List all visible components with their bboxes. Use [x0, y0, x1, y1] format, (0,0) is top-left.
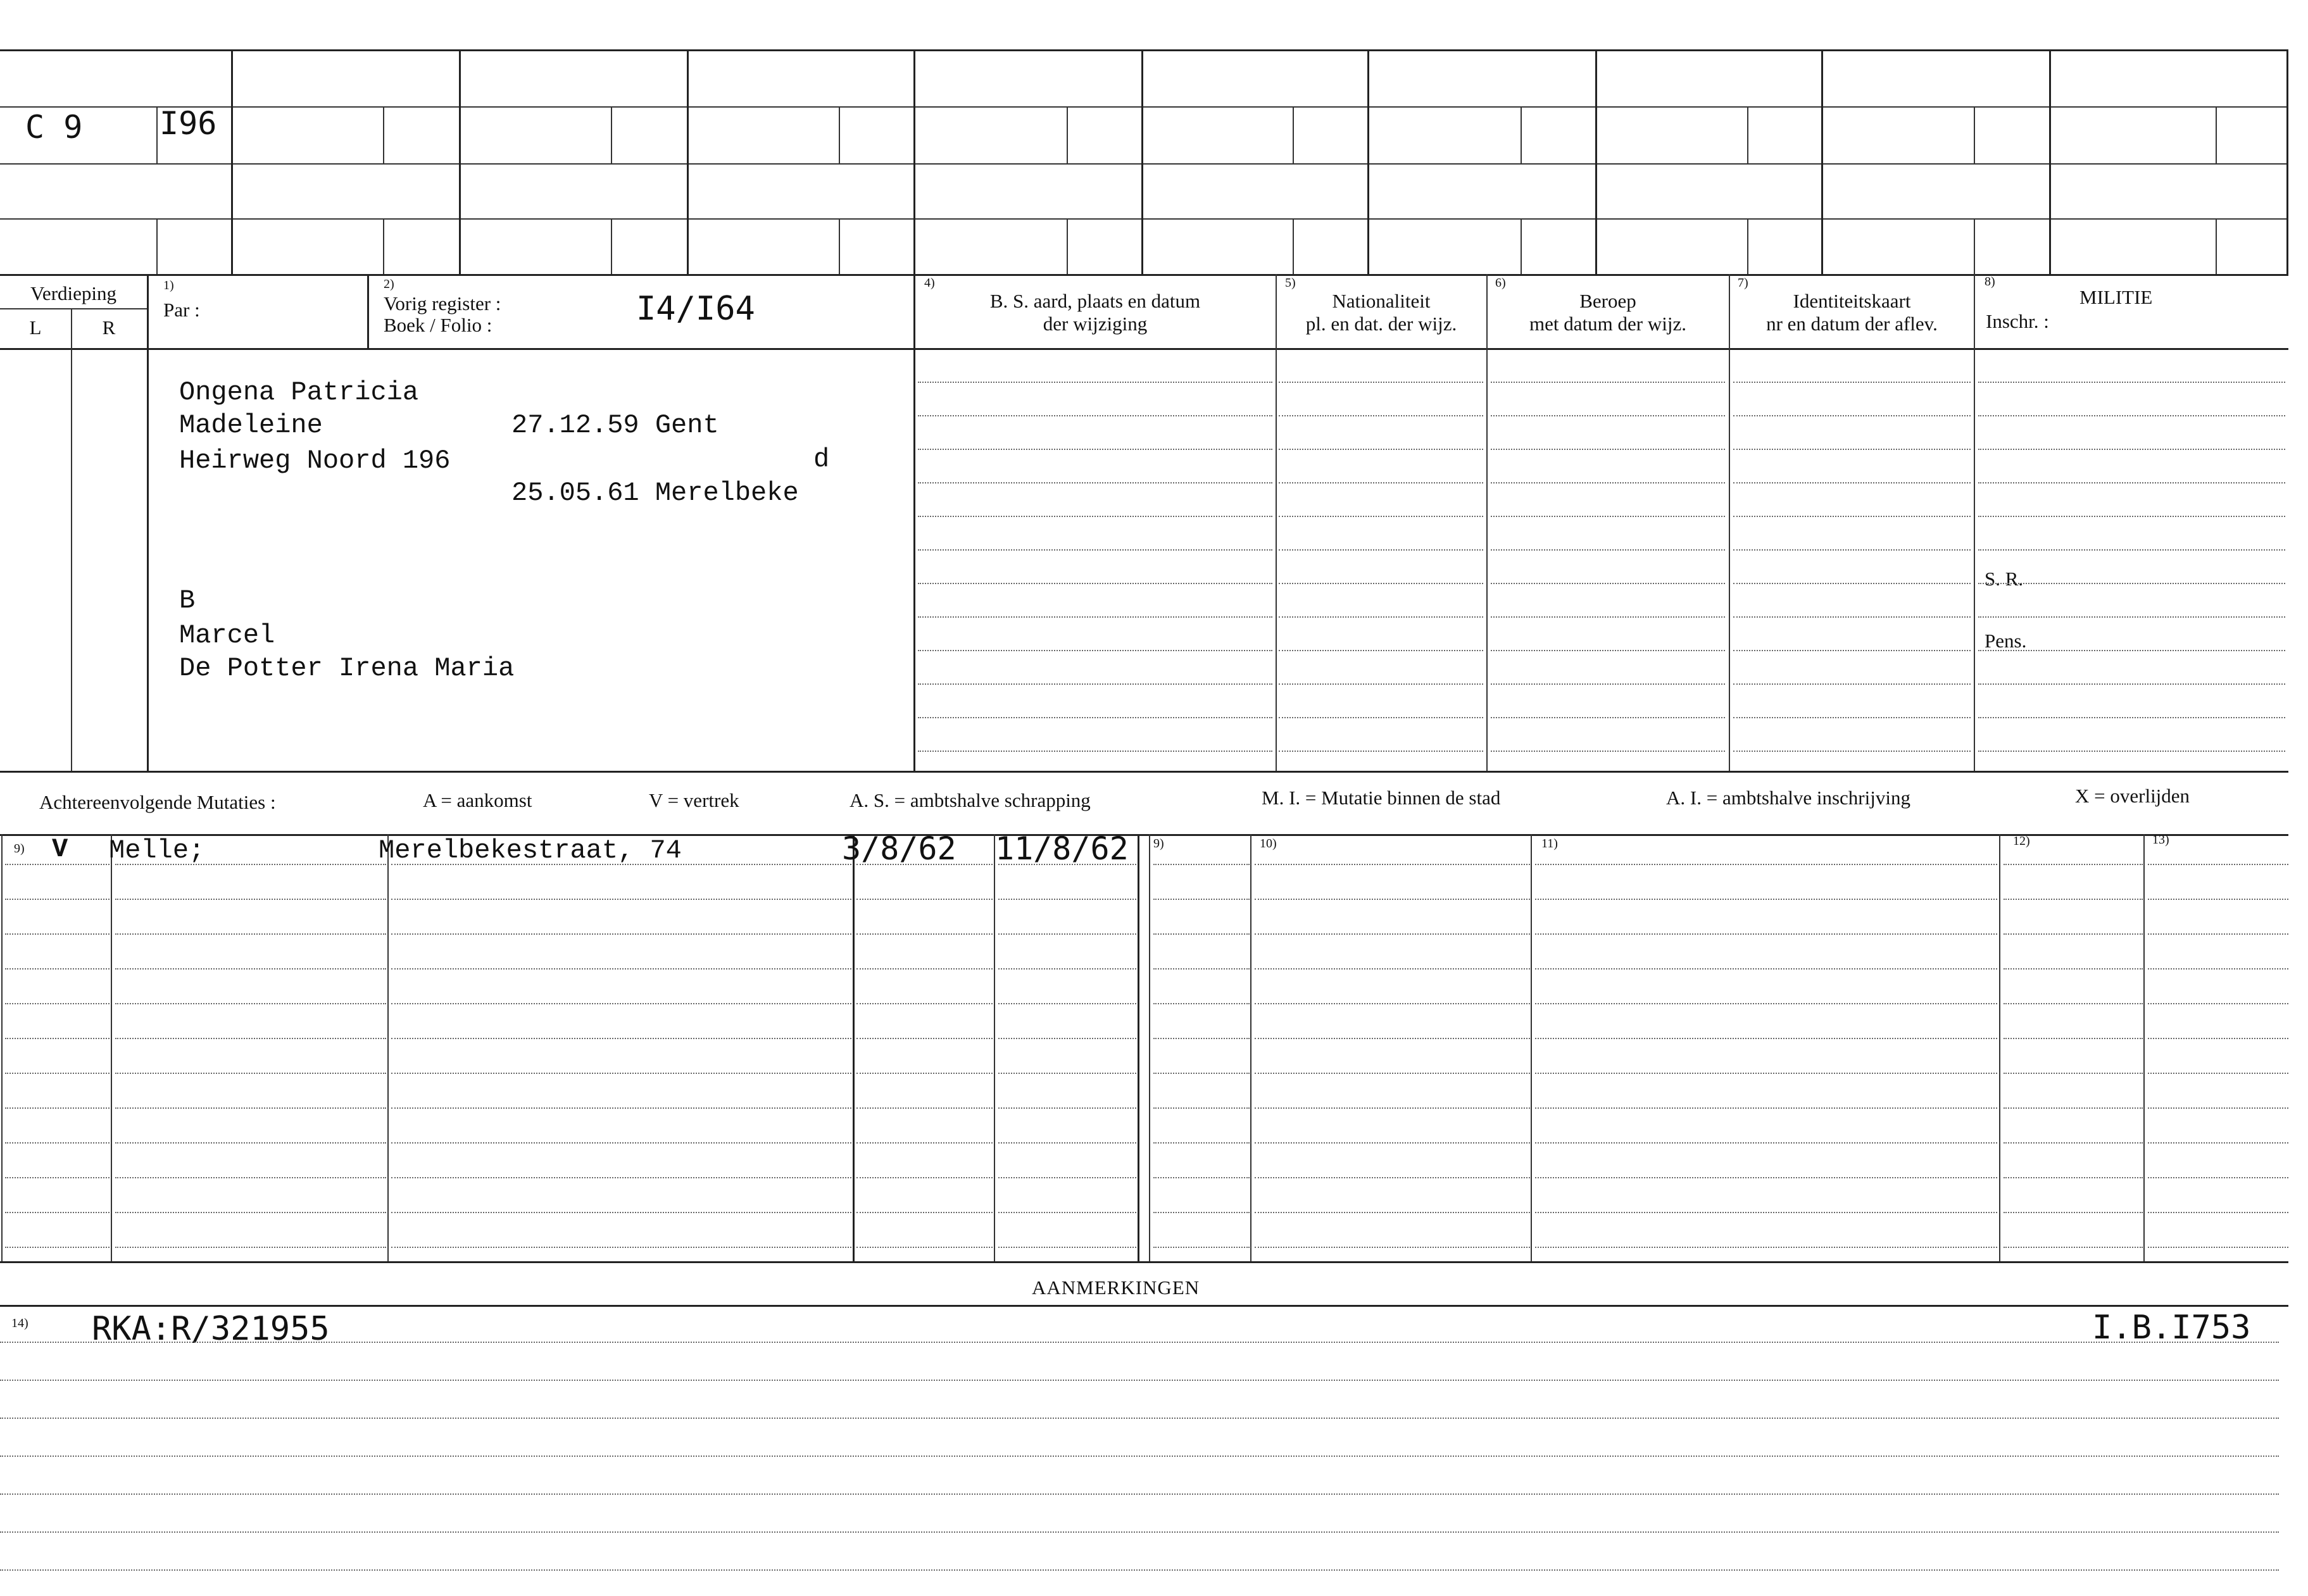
ruling-line [1279, 583, 1483, 584]
ruling-line [1153, 899, 1250, 900]
ruling-line [918, 717, 1272, 718]
ruling-line [1153, 1177, 1250, 1178]
ruling-line [2148, 864, 2288, 865]
ruling-line [998, 968, 1136, 969]
ruling-line [856, 864, 993, 865]
ruling-line [1733, 616, 1971, 618]
ruling-line [1535, 1107, 1997, 1109]
ruling-line [918, 516, 1272, 517]
ruling-line [1153, 933, 1250, 935]
ruling-line [1491, 717, 1725, 718]
par-label: Par : [163, 299, 200, 321]
ruling-line [1491, 583, 1725, 584]
ruling-line [1255, 1247, 1530, 1248]
ruling-line [2148, 1038, 2288, 1039]
ruling-line [1978, 717, 2285, 718]
ruling-line [5, 968, 110, 969]
ruling-line [1279, 449, 1483, 450]
ruling-line [1733, 449, 1971, 450]
ruling-line [115, 1107, 386, 1109]
ruling-line [5, 1212, 110, 1213]
person-b: B [179, 585, 196, 616]
verdieping-r: R [102, 316, 116, 339]
ruling-line [5, 1107, 110, 1109]
ruling-line [1279, 751, 1483, 752]
ruling-line [856, 933, 993, 935]
ruling-line [1733, 549, 1971, 551]
ruling-line [2004, 1073, 2143, 1074]
ruling-line [115, 1142, 386, 1144]
ruling-line [1153, 1003, 1250, 1004]
ruling-line [998, 933, 1136, 935]
ruling-line [1153, 1247, 1250, 1248]
ruling-line [2148, 1073, 2288, 1074]
ruling-line [0, 1569, 2279, 1571]
militie-num: 8) [1985, 275, 1995, 289]
ruling-line [918, 683, 1272, 685]
ruling-line [1279, 415, 1483, 416]
ruling-line [1255, 968, 1530, 969]
mut-col-num-4: 11) [1541, 837, 1558, 851]
ruling-line [856, 899, 993, 900]
ruling-line [1535, 1212, 1997, 1213]
id-line1: Identiteitskaart [1793, 290, 1911, 312]
ruling-line [115, 864, 386, 865]
ruling-line [115, 1003, 386, 1004]
nat-line2: pl. en dat. der wijz. [1305, 313, 1457, 335]
aanmerkingen-left: RKA:R/321955 [92, 1310, 330, 1348]
ruling-line [2148, 1107, 2288, 1109]
ruling-line [5, 1038, 110, 1039]
person-mark: d [813, 444, 830, 475]
ruling-line [2148, 1212, 2288, 1213]
legend-as: A. S. = ambtshalve schrapping [850, 789, 1091, 811]
ruling-line [2004, 1177, 2143, 1178]
mut-code: V [52, 834, 68, 864]
ruling-line [1535, 1247, 1997, 1248]
ruling-line [2004, 968, 2143, 969]
ruling-line [1255, 1142, 1530, 1144]
ruling-line [391, 1247, 851, 1248]
mut-col-num-2: 9) [1153, 837, 1164, 851]
ruling-line [0, 1418, 2279, 1419]
ruling-line [2004, 864, 2143, 865]
ruling-line [1255, 1038, 1530, 1039]
beroep-line2: met datum der wijz. [1529, 313, 1686, 335]
ruling-line [1978, 583, 2285, 584]
ruling-line [2004, 1212, 2143, 1213]
ruling-line [856, 1073, 993, 1074]
ruling-line [0, 1531, 2279, 1533]
beroep-line1: Beroep [1579, 290, 1636, 312]
ruling-line [1733, 751, 1971, 752]
militie-sr: S. R. [1985, 568, 2024, 590]
ruling-line [1535, 968, 1997, 969]
ruling-line [0, 1493, 2279, 1495]
ruling-line [1733, 683, 1971, 685]
ruling-line [391, 1107, 851, 1109]
ruling-line [1733, 650, 1971, 651]
ruling-line [998, 1247, 1136, 1248]
ruling-line [5, 899, 110, 900]
ruling-line [1535, 899, 1997, 900]
nat-num: 5) [1285, 276, 1296, 290]
bs-num: 4) [924, 276, 935, 290]
nat-line1: Nationaliteit [1332, 290, 1431, 312]
ruling-line [1535, 1177, 1997, 1178]
ruling-line [1153, 1212, 1250, 1213]
ruling-line [0, 1380, 2279, 1381]
ruling-line [115, 1177, 386, 1178]
ruling-line [115, 933, 386, 935]
person-date2: 25.05.61 Merelbeke [511, 478, 799, 508]
mut-col-num-3: 10) [1260, 837, 1277, 851]
ruling-line [391, 1177, 851, 1178]
ruling-line [1535, 864, 1997, 865]
ruling-line [918, 482, 1272, 483]
ruling-line [1535, 1038, 1997, 1039]
mut-date2: 11/8/62 [995, 830, 1129, 867]
ruling-line [1153, 1107, 1250, 1109]
aanmerkingen-right: I.B.I753 [2092, 1309, 2251, 1347]
ruling-line [115, 1247, 386, 1248]
ruling-line [115, 1212, 386, 1213]
person-address: Heirweg Noord 196 [179, 446, 451, 476]
ruling-line [2004, 1038, 2143, 1039]
ruling-line [391, 1142, 851, 1144]
ruling-line [1279, 382, 1483, 383]
ruling-line [1733, 717, 1971, 718]
mut-col-num-5: 12) [2013, 834, 2030, 848]
person-name: Ongena Patricia [179, 377, 419, 408]
ruling-line [2004, 933, 2143, 935]
ruling-line [115, 899, 386, 900]
person-given: Madeleine [179, 410, 323, 440]
id-line2: nr en datum der aflev. [1766, 313, 1938, 335]
ruling-line [1535, 1142, 1997, 1144]
ruling-line [1491, 751, 1725, 752]
ruling-line [1733, 415, 1971, 416]
ruling-line [998, 1107, 1136, 1109]
ruling-line [2148, 933, 2288, 935]
ruling-line [856, 1003, 993, 1004]
ruling-line [1279, 717, 1483, 718]
ruling-line [998, 1212, 1136, 1213]
ruling-line [1279, 683, 1483, 685]
ruling-line [391, 864, 851, 865]
ruling-line [1978, 616, 2285, 618]
ruling-line [1978, 482, 2285, 483]
ruling-line [856, 1247, 993, 1248]
ruling-line [5, 933, 110, 935]
ruling-line [1255, 864, 1530, 865]
ruling-line [391, 933, 851, 935]
ruling-line [0, 1456, 2279, 1457]
ruling-line [998, 1038, 1136, 1039]
id-num: 7) [1738, 276, 1748, 290]
ruling-line [1279, 549, 1483, 551]
militie-pens: Pens. [1985, 630, 2027, 652]
ruling-line [1733, 382, 1971, 383]
ruling-line [998, 1142, 1136, 1144]
ruling-line [1491, 516, 1725, 517]
ruling-line [1255, 933, 1530, 935]
ruling-line [0, 1342, 2279, 1343]
ruling-line [2148, 968, 2288, 969]
ruling-line [1491, 415, 1725, 416]
mut-col-num-6: 13) [2152, 833, 2169, 847]
ruling-line [5, 1003, 110, 1004]
person-mother: De Potter Irena Maria [179, 653, 515, 683]
ruling-line [1255, 1177, 1530, 1178]
ruling-line [1491, 616, 1725, 618]
ruling-line [391, 1003, 851, 1004]
ruling-line [1491, 549, 1725, 551]
ruling-line [391, 899, 851, 900]
ruling-line [2148, 1003, 2288, 1004]
ruling-line [2004, 1107, 2143, 1109]
ruling-line [918, 382, 1272, 383]
ruling-line [1535, 1003, 1997, 1004]
ruling-line [856, 1177, 993, 1178]
legend-mi: M. I. = Mutatie binnen de stad [1262, 787, 1501, 809]
ruling-line [391, 1038, 851, 1039]
ruling-line [856, 1107, 993, 1109]
ruling-line [1279, 616, 1483, 618]
ruling-line [1255, 1003, 1530, 1004]
ruling-line [1491, 382, 1725, 383]
ruling-line [856, 1142, 993, 1144]
ruling-line [1733, 583, 1971, 584]
ruling-line [1535, 1073, 1997, 1074]
person-father: Marcel [179, 620, 275, 651]
ruling-line [998, 1073, 1136, 1074]
ruling-line [5, 1247, 110, 1248]
ruling-line [918, 415, 1272, 416]
ruling-line [391, 968, 851, 969]
ruling-line [918, 549, 1272, 551]
ruling-line [998, 1003, 1136, 1004]
ruling-line [1153, 968, 1250, 969]
aanmerkingen-num: 14) [11, 1316, 28, 1330]
ruling-line [1978, 751, 2285, 752]
ruling-line [918, 616, 1272, 618]
beroep-num: 6) [1495, 276, 1506, 290]
header-code-right: I96 [160, 105, 217, 142]
ruling-line [1491, 650, 1725, 651]
vorig-line2: Boek / Folio : [384, 314, 492, 336]
ruling-line [1255, 899, 1530, 900]
ruling-line [1255, 1107, 1530, 1109]
bs-line2: der wijziging [1043, 313, 1148, 335]
ruling-line [1978, 516, 2285, 517]
ruling-line [5, 864, 110, 865]
ruling-line [918, 751, 1272, 752]
ruling-line [998, 1177, 1136, 1178]
militie-title: MILITIE [2079, 286, 2153, 308]
aanmerkingen-title: AANMERKINGEN [1032, 1276, 1200, 1299]
legend-a: A = aankomst [423, 789, 532, 811]
ruling-line [1978, 683, 2285, 685]
ruling-line [998, 899, 1136, 900]
mut-place: Melle; [109, 835, 205, 866]
ruling-line [1279, 482, 1483, 483]
ruling-line [1978, 415, 2285, 416]
ruling-line [2148, 1177, 2288, 1178]
ruling-line [998, 864, 1136, 865]
ruling-line [1733, 516, 1971, 517]
ruling-line [2148, 1247, 2288, 1248]
ruling-line [2148, 899, 2288, 900]
legend-x: X = overlijden [2075, 785, 2190, 807]
ruling-line [1279, 516, 1483, 517]
ruling-line [2004, 1142, 2143, 1144]
mut-street: Merelbekestraat, 74 [379, 835, 682, 866]
ruling-line [1978, 449, 2285, 450]
ruling-line [856, 968, 993, 969]
ruling-line [5, 1142, 110, 1144]
ruling-line [1491, 482, 1725, 483]
par-num: 1) [163, 278, 174, 292]
vorig-value: I4/I64 [636, 290, 755, 328]
vorig-num: 2) [384, 277, 394, 291]
ruling-line [1279, 650, 1483, 651]
ruling-line [918, 583, 1272, 584]
ruling-line [2004, 899, 2143, 900]
ruling-line [918, 449, 1272, 450]
ruling-line [1978, 382, 2285, 383]
mutaties-title: Achtereenvolgende Mutaties : [39, 791, 276, 813]
ruling-line [1255, 1212, 1530, 1213]
ruling-line [115, 1073, 386, 1074]
legend-ai: A. I. = ambtshalve inschrijving [1666, 787, 1910, 809]
ruling-line [115, 968, 386, 969]
vorig-line1: Vorig register : [384, 292, 501, 315]
legend-v: V = vertrek [649, 789, 739, 811]
ruling-line [1535, 933, 1997, 935]
ruling-line [1153, 1142, 1250, 1144]
ruling-line [2148, 1142, 2288, 1144]
mut-date1: 3/8/62 [842, 830, 956, 867]
ruling-line [391, 1073, 851, 1074]
header-code-left: C 9 [25, 109, 83, 146]
ruling-line [5, 1073, 110, 1074]
ruling-line [391, 1212, 851, 1213]
ruling-line [1491, 449, 1725, 450]
ruling-line [115, 1038, 386, 1039]
ruling-line [1491, 683, 1725, 685]
ruling-line [1733, 482, 1971, 483]
verdieping-title: Verdieping [30, 282, 117, 304]
mut-col-num-1: 9) [14, 842, 25, 856]
ruling-line [856, 1212, 993, 1213]
verdieping-l: L [29, 316, 42, 339]
bs-line1: B. S. aard, plaats en datum [989, 290, 1201, 312]
person-birth: 27.12.59 Gent [511, 410, 719, 440]
ruling-line [1978, 650, 2285, 651]
ruling-line [5, 1177, 110, 1178]
ruling-line [1153, 1073, 1250, 1074]
ruling-line [1153, 864, 1250, 865]
ruling-line [1978, 549, 2285, 551]
militie-inschr: Inschr. : [1986, 310, 2049, 332]
ruling-line [1255, 1073, 1530, 1074]
ruling-line [2004, 1247, 2143, 1248]
ruling-line [2004, 1003, 2143, 1004]
ruling-line [1153, 1038, 1250, 1039]
ruling-line [856, 1038, 993, 1039]
ruling-line [918, 650, 1272, 651]
